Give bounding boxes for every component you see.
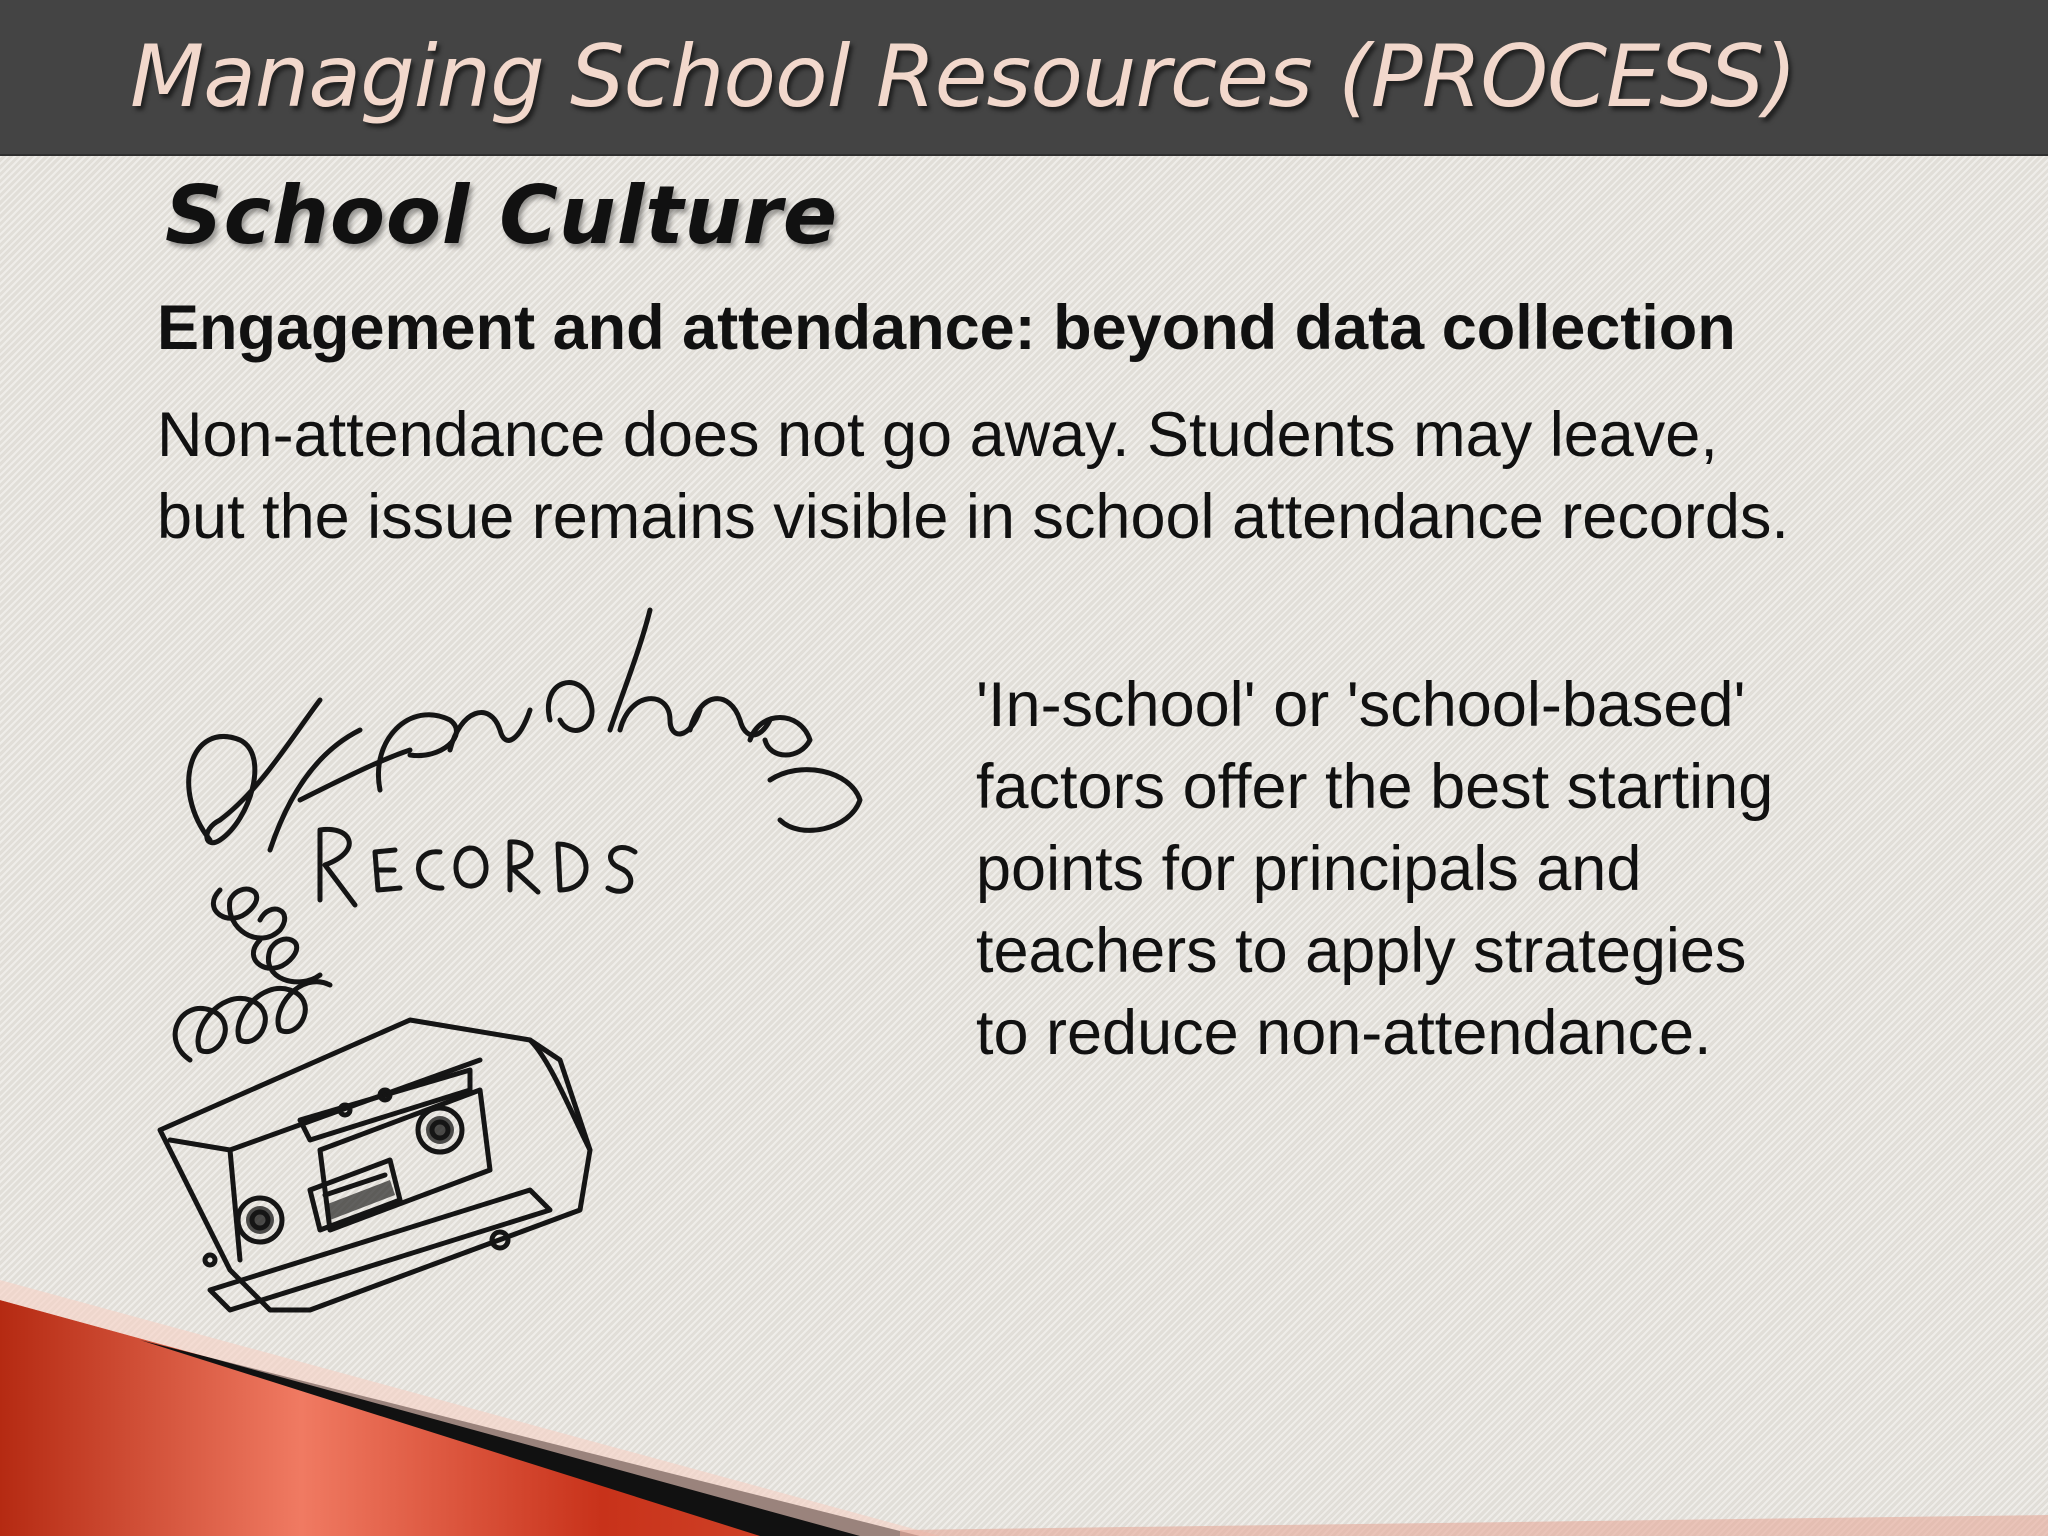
side-line: teachers to apply strategies <box>976 916 1747 986</box>
side-line: to reduce non-attendance. <box>976 998 1712 1068</box>
side-line: points for principals and <box>976 834 1642 904</box>
title-bar <box>0 0 2048 156</box>
corner-decoration <box>0 1280 2048 1536</box>
subheading: Engagement and attendance: beyond data collection <box>157 293 1736 363</box>
side-line: 'In-school' or 'school-based' <box>976 670 1746 740</box>
intro-paragraph <box>157 394 2037 558</box>
pink-base <box>900 1515 2048 1536</box>
intro-line: but the issue remains visible in school attendance records. <box>157 482 1789 552</box>
cassette-tape-icon <box>150 590 910 1350</box>
attendance-records-illustration <box>150 590 910 1350</box>
section-heading: School Culture <box>165 169 839 262</box>
side-paragraph <box>976 664 1936 1074</box>
side-line: factors offer the best starting <box>976 752 1774 822</box>
intro-line: Non-attendance does not go away. Students may leave, <box>157 400 1718 470</box>
slide-title: Managing School Resources (PROCESS) <box>130 27 1797 127</box>
